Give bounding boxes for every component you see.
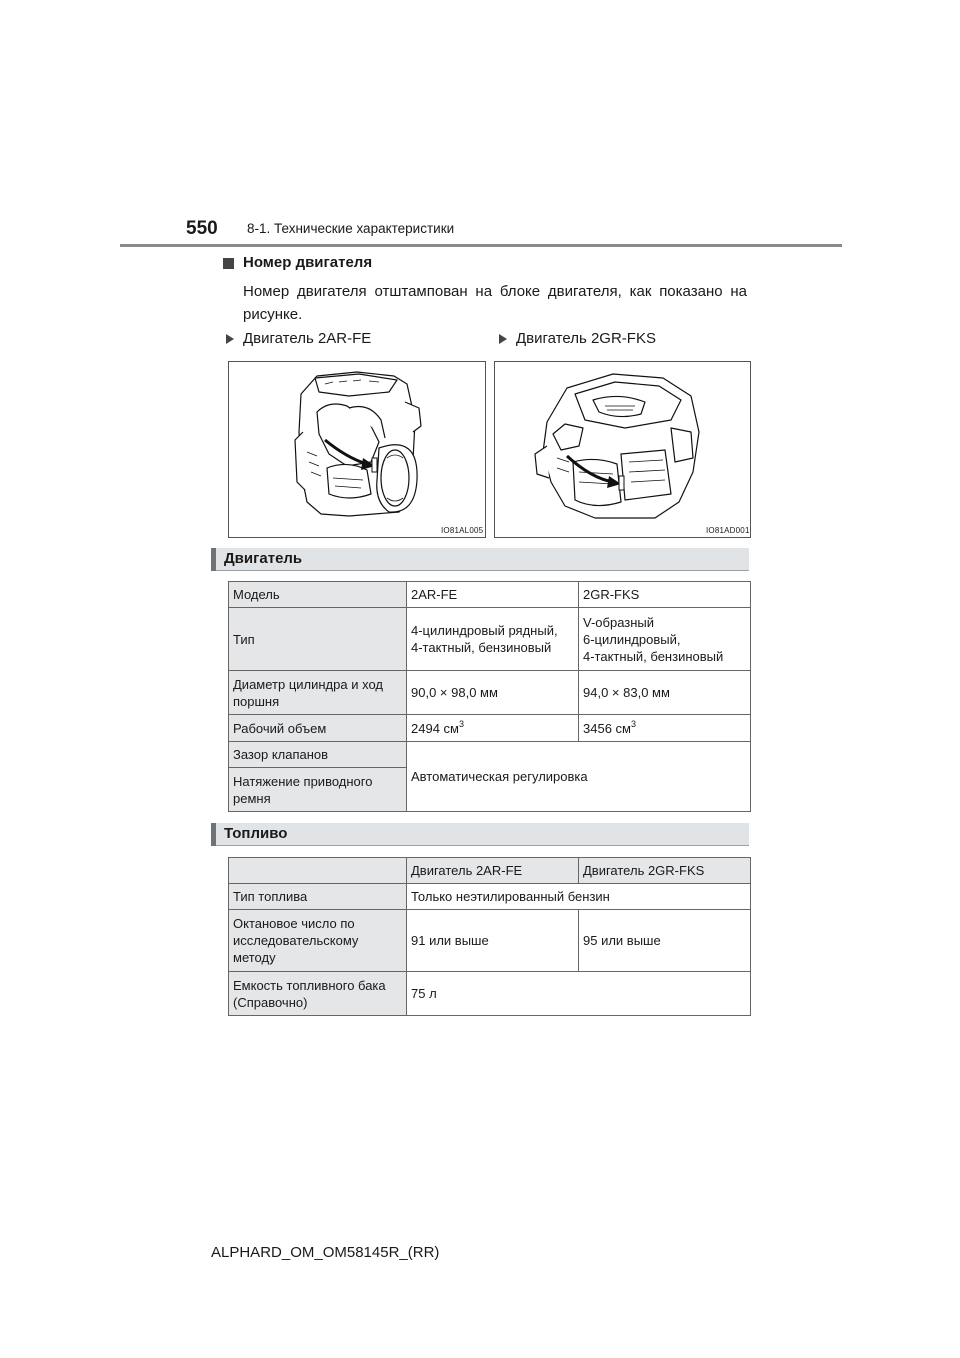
octane-2ar: 91 или выше [407,910,579,972]
fuel-header-2ar: Двигатель 2AR-FE [407,858,579,884]
table-row [229,582,751,608]
type-2gr: V-образный 6-цилиндровый, 4-тактный, бензиновый [579,608,751,671]
intro-text: Номер двигателя отштампован на блоке двигателя, как показано на рисунке. [243,283,747,323]
intro-heading: Номер двигателя [243,254,373,271]
fuel-type-value: Только неэтилированный бензин [407,884,751,910]
fuel-type-label: Тип топлива [229,884,407,910]
figure-code-2ar: IO81AL005 [441,526,484,535]
document-code: ALPHARD_OM_OM58145R_(RR) [211,1244,440,1261]
bore-2ar: 90,0 × 98,0 мм [407,671,579,715]
table-row [229,671,751,715]
octane-label: Октановое число по исследовательскому методу [229,910,407,972]
table-row [229,742,751,768]
belt-tension-label: Натяжение приводного ремня [229,768,407,812]
table-row [229,715,751,742]
fuel-spec-table [228,857,751,1016]
type-2ar: 4-цилиндровый рядный, 4-тактный, бензиновый [407,608,579,671]
engine-figure-2gr [494,361,751,538]
fuel-section-title: Топливо [224,825,288,842]
heading-bullet-icon [223,258,234,269]
header-rule [120,244,842,247]
displacement-2gr: 3456 $см^3$ [579,715,751,742]
section-accent [211,548,216,571]
tank-capacity-label: Емкость топливного бака (Справочно) [229,972,407,1016]
bore-2gr: 94,0 × 83,0 мм [579,671,751,715]
engine-figure-2ar [228,361,486,538]
model-label: Модель [229,582,407,608]
bore-label: Диаметр цилиндра и ход поршня [229,671,407,715]
model-2ar: 2AR-FE [407,582,579,608]
valve-clearance-label: Зазор клапанов [229,742,407,768]
figure-caption-2gr: Двигатель 2GR-FKS [516,330,656,347]
figure-code-2gr: IO81AD001 [706,526,750,535]
caption-arrow-icon [499,334,507,344]
figure-caption-2ar: Двигатель 2AR-FE [243,330,372,347]
table-row [229,884,751,910]
table-row [229,608,751,671]
page-number: 550 [186,218,218,239]
engine-section-bar [211,548,749,571]
section-label: 8-1. Технические характеристики [247,221,455,236]
model-2gr: 2GR-FKS [579,582,751,608]
caption-arrow-icon [226,334,234,344]
fuel-header-empty [229,858,407,884]
auto-adjust-value: Автоматическая регулировка [407,742,751,812]
displacement-label: Рабочий объем [229,715,407,742]
engine-2gr-illustration [495,362,750,537]
octane-2gr: 95 или выше [579,910,751,972]
type-label: Тип [229,608,407,671]
engine-spec-table [228,581,751,812]
fuel-section-bar [211,823,749,846]
table-row [229,972,751,1016]
section-accent [211,823,216,846]
table-row [229,858,751,884]
displacement-2ar: 2494 $см^3$ [407,715,579,742]
tank-capacity-value: 75 л [407,972,751,1016]
engine-2ar-illustration [229,362,485,537]
engine-section-title: Двигатель [224,550,303,567]
fuel-header-2gr: Двигатель 2GR-FKS [579,858,751,884]
table-row [229,910,751,972]
